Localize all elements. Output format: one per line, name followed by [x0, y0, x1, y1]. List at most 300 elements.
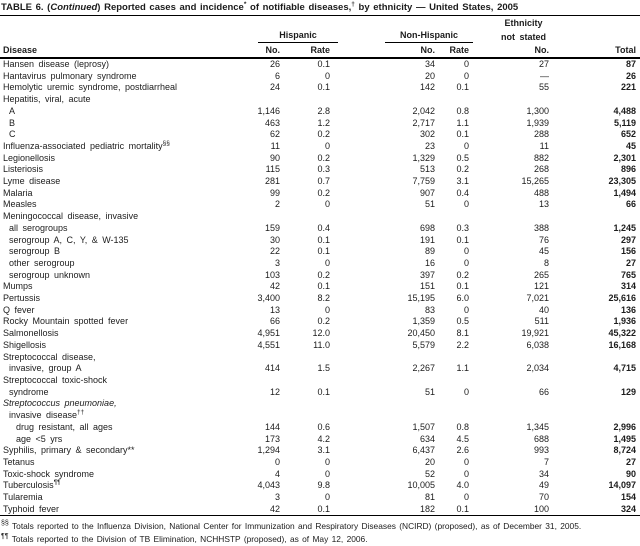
hispanic-no-cell	[230, 352, 280, 364]
hispanic-no-cell: 159	[264, 222, 280, 233]
hispanic-no-cell	[230, 398, 280, 410]
hispanic-rate-cell: 0.2	[317, 187, 330, 198]
ethnicity-no-cell: 1,345	[526, 421, 549, 432]
col-group-non-hispanic	[330, 29, 470, 43]
disease-label	[0, 328, 230, 340]
table-row	[0, 223, 640, 235]
ethnicity-no-cell: 265	[533, 269, 549, 280]
nonhispanic-no-cell	[330, 94, 435, 106]
nonhispanic-no-cell: 5,579	[412, 339, 435, 350]
nonhispanic-rate-cell: 0.5	[456, 316, 469, 327]
hispanic-rate-cell: 0.1	[317, 82, 330, 93]
nonhispanic-rate-cell: 2.2	[456, 339, 469, 350]
nonhispanic-no-cell: 23	[424, 140, 435, 151]
nonhispanic-rate-cell: 2.6	[456, 445, 469, 456]
table-row	[0, 270, 640, 282]
col-header-hispanic-no: No.	[230, 43, 280, 58]
disease-label	[0, 422, 230, 434]
ethnicity-no-cell: 511	[534, 316, 549, 327]
disease-label-text: Tuberculosis	[3, 480, 54, 491]
nonhispanic-rate-cell: 0.2	[456, 269, 469, 280]
hispanic-no-cell: 6	[274, 70, 280, 81]
disease-label	[0, 58, 230, 71]
hispanic-rate-cell: 0.1	[317, 246, 330, 257]
disease-label	[0, 305, 230, 317]
hispanic-rate-cell: 4.2	[317, 433, 330, 444]
disease-label-text: Tetanus	[3, 456, 35, 467]
ethnicity-no-cell: 76	[538, 234, 549, 245]
hispanic-no-cell: 4,951	[257, 328, 280, 339]
hispanic-rate-cell: 9.8	[317, 480, 330, 491]
disease-label	[0, 480, 230, 492]
disease-label-text: Measles	[3, 199, 37, 210]
ethnicity-no-cell: 688	[533, 433, 549, 444]
nonhispanic-no-cell: 1,329	[412, 152, 435, 163]
hispanic-no-cell: 11	[270, 140, 280, 151]
hispanic-no-cell: 1,294	[257, 445, 280, 456]
total-cell: 314	[620, 281, 636, 292]
nonhispanic-rate-cell	[435, 211, 470, 223]
ethnicity-no-cell	[470, 94, 555, 106]
col-header-disease: Disease	[0, 43, 230, 58]
disease-label	[0, 469, 230, 481]
disease-label-text: invasive, group A	[9, 363, 82, 374]
nonhispanic-no-cell: 397	[419, 269, 435, 280]
total-cell	[555, 410, 640, 422]
hispanic-rate-cell: 0	[324, 257, 330, 268]
disease-label	[0, 410, 230, 422]
ethnicity-no-cell: 993	[533, 445, 549, 456]
hispanic-no-cell: 173	[264, 433, 280, 444]
hispanic-rate-cell	[280, 211, 330, 223]
total-cell: 765	[620, 269, 636, 280]
hispanic-rate-cell: 8.2	[317, 293, 330, 304]
ethnicity-no-cell: —	[540, 70, 549, 81]
hispanic-rate-cell: 0.1	[317, 386, 330, 397]
hispanic-rate-cell: 1.5	[317, 363, 330, 374]
hispanic-rate-cell: 0.2	[317, 269, 330, 280]
table-row	[0, 434, 640, 446]
total-cell: 23,305	[608, 176, 636, 187]
hispanic-no-cell: 42	[269, 281, 280, 292]
nonhispanic-no-cell: 182	[330, 504, 435, 516]
disease-label	[0, 199, 230, 211]
nonhispanic-rate-cell: 4.0	[456, 480, 469, 491]
nonhispanic-rate-cell: 0.8	[456, 105, 469, 116]
hispanic-no-cell: 2	[274, 199, 280, 210]
ethnicity-no-cell: 15,265	[521, 176, 549, 187]
disease-label-text: Tularemia	[3, 492, 43, 503]
total-cell	[555, 211, 640, 223]
disease-label	[0, 129, 230, 141]
table-row	[0, 106, 640, 118]
disease-label-text: Mumps	[3, 281, 33, 292]
total-cell: 4,715	[613, 363, 636, 374]
hispanic-no-cell: 115	[265, 164, 280, 175]
table-row	[0, 457, 640, 469]
table-row	[0, 71, 640, 83]
nonhispanic-no-cell	[330, 410, 435, 422]
hispanic-rate-cell: 0.1	[317, 281, 330, 292]
hispanic-rate-cell: 0.7	[317, 176, 330, 187]
hispanic-no-cell: 4	[274, 468, 280, 479]
hispanic-rate-cell: 0.1	[317, 234, 330, 245]
hispanic-no-cell: 22	[269, 246, 280, 257]
total-cell: 1,495	[613, 433, 636, 444]
nonhispanic-no-cell: 15,195	[407, 293, 435, 304]
hispanic-no-cell: 3,400	[257, 293, 280, 304]
disease-label-text: serogroup unknown	[9, 269, 91, 280]
hispanic-no-cell: 3	[274, 257, 280, 268]
disease-label-text: Q fever	[3, 304, 35, 315]
nonhispanic-no-cell: 20,450	[407, 328, 435, 339]
disease-label-text: Pertussis	[3, 293, 41, 304]
nonhispanic-rate-cell: 0	[463, 140, 469, 151]
hispanic-no-cell: 66	[269, 316, 280, 327]
disease-label-text: Listeriosis	[3, 164, 44, 175]
hispanic-no-cell: 4,043	[257, 480, 280, 491]
disease-label-text: Rocky Mountain spotted fever	[3, 316, 129, 327]
disease-label	[0, 211, 230, 223]
title-rule	[0, 15, 640, 16]
hispanic-no-cell: 144	[264, 421, 280, 432]
hispanic-rate-cell: 0	[324, 492, 330, 503]
total-cell: 2,301	[613, 152, 636, 163]
hispanic-rate-cell: 0	[324, 140, 330, 151]
hispanic-no-cell: 13	[269, 304, 280, 315]
total-cell	[555, 352, 640, 364]
ethnicity-no-cell: 8	[543, 257, 549, 268]
nonhispanic-no-cell: 907	[419, 187, 435, 198]
table-row	[0, 94, 640, 106]
disease-label	[0, 363, 230, 375]
disease-label	[0, 94, 230, 106]
ethnicity-no-cell: 882	[533, 152, 549, 163]
disease-label-text: Legionellosis	[3, 152, 56, 163]
nonhispanic-rate-cell: 0.1	[456, 281, 469, 292]
disease-label-text: other serogroup	[9, 257, 75, 268]
nonhispanic-rate-cell: 0.3	[456, 222, 469, 233]
table-row	[0, 375, 640, 387]
table-row	[0, 164, 640, 176]
hispanic-no-cell: 1,146	[257, 105, 280, 116]
total-cell	[555, 94, 640, 106]
disease-label-text: serogroup B	[9, 246, 61, 257]
nonhispanic-no-cell	[330, 352, 435, 364]
nonhispanic-no-cell: 142	[419, 82, 435, 93]
col-group-ethnicity-line1: Ethnicity	[504, 18, 543, 28]
disease-label-text: Hemolytic uremic syndrome, postdiarrheal	[3, 82, 178, 93]
footnote	[1, 533, 640, 546]
ethnicity-no-cell: 7,021	[526, 293, 549, 304]
nonhispanic-rate-cell: 0.2	[456, 164, 469, 175]
total-cell: 66	[625, 199, 636, 210]
total-cell: 324	[555, 504, 640, 516]
footnote-marker-superscript: ††	[77, 409, 85, 417]
table-row	[0, 281, 640, 293]
nonhispanic-no-cell: 51	[424, 199, 435, 210]
nonhispanic-rate-cell: 4.5	[456, 433, 469, 444]
disease-label	[0, 153, 230, 165]
nonhispanic-rate-cell: 0	[463, 70, 469, 81]
disease-label	[0, 188, 230, 200]
nonhispanic-rate-cell: 1.1	[456, 117, 469, 128]
ethnicity-no-cell: 66	[538, 386, 549, 397]
nonhispanic-rate-cell: 0	[463, 257, 469, 268]
nonhispanic-no-cell: 89	[424, 246, 435, 257]
disease-label	[0, 223, 230, 235]
ethnicity-no-cell: 388	[533, 222, 549, 233]
nonhispanic-rate-cell: 1.1	[456, 363, 469, 374]
disease-label	[0, 246, 230, 258]
nonhispanic-no-cell: 20	[424, 70, 435, 81]
disease-label-text: Salmonellosis	[3, 328, 59, 339]
hispanic-rate-cell: 2.8	[317, 105, 330, 116]
disease-label	[0, 445, 230, 457]
table-row	[0, 118, 640, 130]
hispanic-no-cell: 0	[274, 456, 280, 467]
disease-label-text: syndrome	[9, 386, 49, 397]
nonhispanic-rate-cell: 0	[463, 386, 469, 397]
disease-label	[0, 492, 230, 504]
ethnicity-no-cell: 27	[538, 59, 549, 69]
ethnicity-no-cell: 488	[533, 187, 549, 198]
hispanic-rate-cell	[280, 352, 330, 364]
ethnicity-no-cell: 1,300	[526, 105, 549, 116]
footnote-marker: §§	[1, 520, 9, 528]
table-row	[0, 340, 640, 352]
disease-label	[0, 375, 230, 387]
ethnicity-no-cell	[470, 410, 555, 422]
header-row-groups	[0, 29, 640, 43]
disease-label	[0, 398, 230, 410]
disease-label	[0, 235, 230, 247]
nonhispanic-no-cell: 191	[419, 234, 435, 245]
disease-label-text: C	[9, 129, 16, 140]
title-segment: by ethnicity — United States, 2005	[354, 2, 519, 13]
ethnicity-no-cell: 11	[539, 140, 549, 151]
table-row	[0, 199, 640, 211]
table-row	[0, 129, 640, 141]
hispanic-rate-cell: 0.6	[317, 421, 330, 432]
hispanic-rate-cell	[280, 398, 330, 410]
notifiable-diseases-table	[0, 17, 640, 516]
disease-label-text: Hansen disease (leprosy)	[3, 59, 110, 69]
disease-label	[0, 434, 230, 446]
table-row	[0, 363, 640, 375]
nonhispanic-rate-cell: 0.1	[456, 234, 469, 245]
disease-label-text: invasive disease	[9, 410, 78, 421]
hispanic-rate-cell: 0	[324, 199, 330, 210]
disease-label	[0, 270, 230, 282]
total-cell: 8,724	[613, 445, 636, 456]
nonhispanic-no-cell: 81	[424, 492, 435, 503]
disease-label-text: all serogroups	[9, 222, 68, 233]
total-cell: 26	[625, 70, 636, 81]
hispanic-no-cell: 26	[269, 59, 280, 69]
ethnicity-no-cell: 55	[538, 82, 549, 93]
total-cell: 27	[625, 257, 636, 268]
total-cell: 154	[620, 492, 636, 503]
table-row	[0, 235, 640, 247]
total-cell: 16,168	[608, 339, 636, 350]
total-cell: 14,097	[608, 480, 636, 491]
disease-label-text: A	[9, 105, 16, 116]
hispanic-no-cell: 99	[269, 187, 280, 198]
nonhispanic-no-cell	[330, 211, 435, 223]
hispanic-no-cell: 3	[274, 492, 280, 503]
disease-label-text: Hepatitis, viral, acute	[3, 94, 91, 105]
nonhispanic-rate-cell: 0	[463, 304, 469, 315]
disease-label	[0, 352, 230, 364]
ethnicity-no-cell: 288	[533, 129, 549, 140]
col-group-hispanic-label: Hispanic	[258, 29, 338, 43]
hispanic-rate-cell: 0	[324, 456, 330, 467]
col-group-hispanic	[230, 29, 330, 43]
table-row	[0, 480, 640, 492]
disease-label	[0, 316, 230, 328]
nonhispanic-no-cell: 1,359	[412, 316, 435, 327]
title-segment: Continued	[50, 2, 98, 13]
table-row	[0, 387, 640, 399]
hispanic-rate-cell: 3.1	[317, 445, 330, 456]
table-row	[0, 469, 640, 481]
table-row	[0, 410, 640, 422]
disease-label	[0, 106, 230, 118]
nonhispanic-rate-cell: 8.1	[456, 328, 469, 339]
disease-label	[0, 293, 230, 305]
ethnicity-no-cell: 13	[538, 199, 549, 210]
title-superscript: †	[351, 0, 355, 8]
title-segment: ) Reported cases and incidence	[97, 2, 244, 13]
total-cell: 1,494	[613, 187, 636, 198]
total-cell: 2,996	[613, 421, 636, 432]
nonhispanic-no-cell: 2,042	[412, 105, 435, 116]
ethnicity-no-cell: 49	[538, 480, 549, 491]
col-group-non-hispanic-label: Non-Hispanic	[385, 29, 473, 43]
total-cell: 25,616	[608, 293, 636, 304]
table-row	[0, 504, 640, 516]
hispanic-rate-cell: 0.1	[317, 59, 330, 69]
hispanic-rate-cell: 0.2	[317, 129, 330, 140]
nonhispanic-rate-cell: 0	[463, 246, 469, 257]
disease-label	[0, 340, 230, 352]
ethnicity-no-cell: 34	[538, 468, 549, 479]
hispanic-no-cell: 4,551	[257, 339, 280, 350]
ethnicity-no-cell: 100	[470, 504, 555, 516]
table-row	[0, 58, 640, 71]
table-row	[0, 246, 640, 258]
ethnicity-no-cell: 268	[533, 164, 549, 175]
footnote-marker-superscript: ¶¶	[53, 479, 61, 487]
nonhispanic-no-cell	[330, 398, 435, 410]
hispanic-rate-cell: 1.2	[317, 117, 330, 128]
disease-label	[0, 118, 230, 130]
table-row	[0, 352, 640, 364]
total-cell: 1,936	[613, 316, 636, 327]
ethnicity-no-cell	[470, 375, 555, 387]
nonhispanic-rate-cell: 3.1	[456, 176, 469, 187]
hispanic-no-cell: 281	[264, 176, 280, 187]
nonhispanic-rate-cell: 0.1	[456, 129, 469, 140]
title-segment: TABLE 6. (	[1, 2, 51, 13]
total-cell: 27	[625, 456, 636, 467]
ethnicity-no-cell: 70	[538, 492, 549, 503]
hispanic-no-cell: 42	[230, 504, 280, 516]
nonhispanic-rate-cell: 0.1	[456, 82, 469, 93]
disease-label-text: drug resistant, all ages	[16, 421, 113, 432]
table-row	[0, 422, 640, 434]
nonhispanic-no-cell: 7,759	[412, 176, 435, 187]
hispanic-rate-cell: 11.0	[313, 339, 330, 350]
hispanic-rate-cell: 0	[324, 468, 330, 479]
total-cell: 652	[620, 129, 636, 140]
nonhispanic-no-cell: 1,507	[412, 421, 435, 432]
total-cell: 45	[625, 140, 636, 151]
disease-label	[0, 504, 230, 516]
disease-label	[0, 258, 230, 270]
nonhispanic-no-cell: 698	[419, 222, 435, 233]
total-cell	[555, 398, 640, 410]
hispanic-rate-cell	[280, 375, 330, 387]
total-cell: 1,245	[613, 222, 636, 233]
hispanic-rate-cell: 0.3	[317, 164, 330, 175]
table-row	[0, 211, 640, 223]
nonhispanic-rate-cell	[435, 94, 470, 106]
ethnicity-no-cell	[470, 211, 555, 223]
nonhispanic-rate-cell	[435, 375, 470, 387]
ethnicity-no-cell: 40	[538, 304, 549, 315]
total-cell: 129	[620, 386, 636, 397]
nonhispanic-no-cell: 10,005	[407, 480, 435, 491]
disease-label-text: Streptococcal disease,	[3, 351, 96, 362]
col-header-total: Total	[555, 43, 640, 58]
total-cell: 87	[625, 59, 636, 69]
total-cell: 4,488	[613, 105, 636, 116]
disease-label-text: Meningococcal disease, invasive	[3, 211, 139, 222]
total-cell: 136	[620, 304, 636, 315]
ethnicity-no-cell: 121	[533, 281, 549, 292]
ethnicity-no-cell: 7	[543, 456, 549, 467]
disease-label-text: B	[9, 117, 16, 128]
disease-label	[0, 387, 230, 399]
nonhispanic-no-cell: 52	[424, 468, 435, 479]
hispanic-rate-cell: 0.2	[317, 316, 330, 327]
nonhispanic-no-cell: 634	[419, 433, 435, 444]
disease-label	[0, 281, 230, 293]
hispanic-rate-cell: 0	[324, 70, 330, 81]
hispanic-rate-cell: 0.1	[280, 504, 330, 516]
table-row	[0, 188, 640, 200]
total-cell: 5,119	[613, 117, 636, 128]
footnotes	[0, 520, 640, 545]
nonhispanic-no-cell: 151	[419, 281, 435, 292]
nonhispanic-rate-cell: 0.4	[456, 187, 469, 198]
ethnicity-no-cell: 1,939	[526, 117, 549, 128]
disease-label-text: age <5 yrs	[16, 433, 63, 444]
nonhispanic-rate-cell: 0	[463, 492, 469, 503]
hispanic-no-cell: 463	[264, 117, 280, 128]
footnote-marker: ¶¶	[1, 533, 9, 541]
nonhispanic-rate-cell: 0	[463, 456, 469, 467]
disease-label-text: Streptococcus pneumoniae,	[3, 398, 117, 409]
hispanic-no-cell	[230, 211, 280, 223]
table-row	[0, 176, 640, 188]
nonhispanic-no-cell: 2,717	[412, 117, 435, 128]
table-row	[0, 492, 640, 504]
nonhispanic-rate-cell	[435, 410, 470, 422]
footnote-text: Totals reported to the Influenza Division, National Center for Immunization and Respiratory Diseases (NCIRD) (proposed), as of December 31, 2005.	[8, 521, 582, 532]
